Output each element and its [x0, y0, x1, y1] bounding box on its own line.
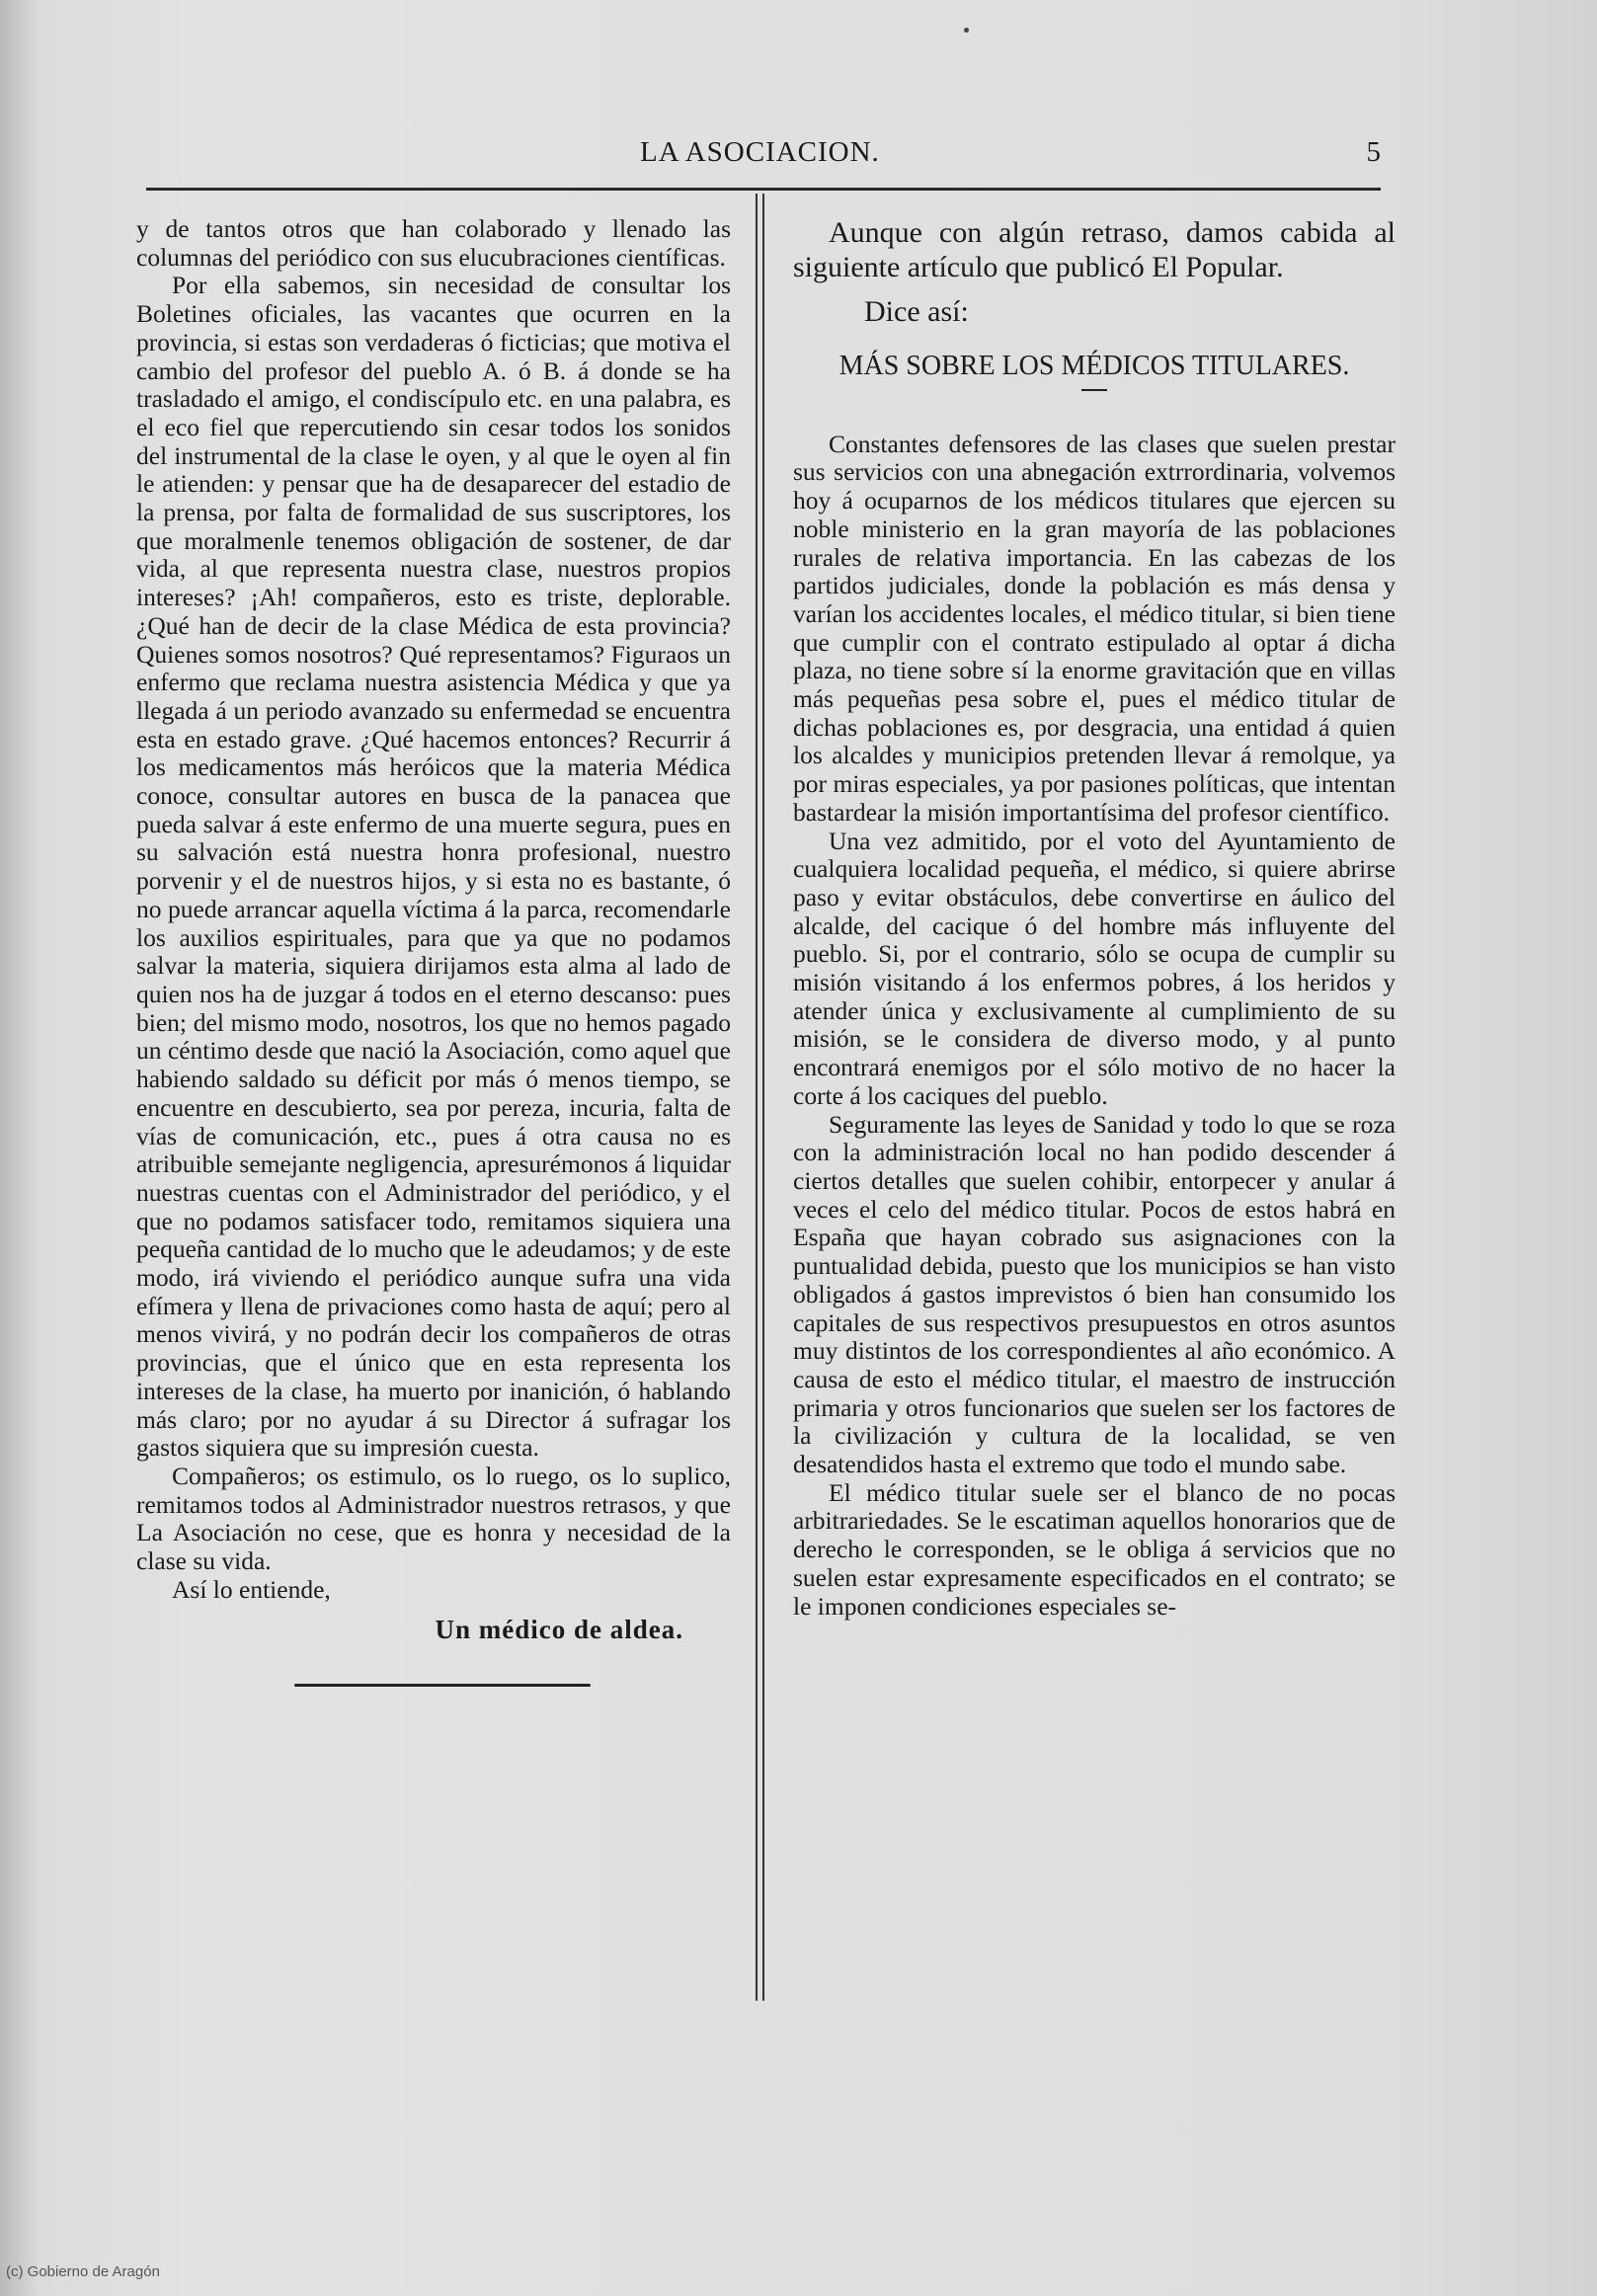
page-number: 5 — [1366, 136, 1381, 168]
ink-speck — [964, 28, 969, 33]
left-paragraph-2: Por ella sabemos, sin necesidad de consultar los Boletines oficiales, las vacantes que ocurren en la provincia, si estas son verdaderas ó ficticias; que motiva el cambio del profesor del pueblo A. ó B. á donde se ha trasladado el amigo, el condiscípulo etc. en una palabra, es el eco fiel que repercutiendo sin cesar todos los sonidos del instrumental de la clase le oyen, y al que le oyen al fin le atienden: y pensar que ha de desaparecer del estadio de la prensa, por falta de formalidad de sus suscriptores, los que moralmenle tenemos obligación de sostener, de dar vida, al que representa nuestra clase, nuestros propios intereses? ¡Ah! compañeros, esto es triste, deplorable. ¿Qué han de decir de la clase Médica de esta provincia? Quienes somos nosotros? Qué representamos? Figuraos un enfermo que reclama nuestra asistencia Médica y que ya llegada á un periodo avanzado su enfermedad se encuentra esta en estado grave. ¿Qué hacemos entonces? Recurrir á los medicamentos más heróicos que la materia Médica conoce, consultar autores en busca de la panacea que pueda salvar á este enfermo de una muerte segura, pues en su salvación está nuestra honra profesional, nuestro porvenir y el de nuestros hijos, y si esta no es bastante, ó no puede arrancar aquella víctima á la parca, recomendarle los auxilios espirituales, para que ya que no podamos salvar la materia, siquiera dirijamos esta alma al lado de quien nos ha de juzgar á todos en el eterno descanso: pues bien; del mismo modo, nosotros, los que no hemos pagado un céntimo desde que nació la Asociación, como aquel que habiendo saldado su déficit por más ó menos tiempo, se encuentre en descubierto, sea por pereza, incuria, falta de vías de comunicación, etc., pues á otra causa no es atribuible semejante negligencia, apresurémonos á liquidar nuestras cuentas con el Administrador del periódico, y el que no podamos satisfacer todo, remitamos siquiera una pequeña cantidad de lo mucho que le adeudamos; y de este modo, irá viviendo el periódico aunque sufra una vida efímera y llena de privaciones como hasta de aquí; pero al menos vivirá, y no podrán decir los compañeros de otras provincias, que el único que en esta representa los intereses de la clase, ha muerto por inanición, ó hablando más claro; por no ayudar á su Director á sufragar los gastos siquiera que su impresión cuesta. — [136, 271, 731, 1463]
title-dash — [1081, 389, 1107, 391]
intro-label: Dice así: — [864, 295, 969, 328]
page-header — [146, 136, 1381, 176]
right-column — [793, 215, 1396, 1621]
editorial-lead: Aunque con algún retraso, damos cabida al siguiente artículo que publicó El Popular. — [793, 216, 1396, 283]
left-paragraph-1: y de tantos otros que han colaborado y llenado las columnas del periódico con sus elucubraciones científicas. — [136, 214, 731, 272]
signature: Un médico de aldea. — [435, 1615, 683, 1645]
left-paragraph-4: Así lo entiende, — [172, 1574, 331, 1604]
copyright-credit: (c) Gobierno de Aragón — [6, 2263, 160, 2280]
closing-rule — [294, 1684, 591, 1687]
left-column — [136, 215, 731, 1687]
right-paragraph-1: Constantes defensores de las clases que suelen prestar sus servicios con una abnegación extrrordinaria, volvemos hoy á ocuparnos de los médicos titulares que ejercen su noble ministerio en la gran mayoría de las poblaciones rurales de relativa importancia. En las cabezas de los partidos judiciales, donde la población es más densa y varían los accidentes locales, el médico titular, si bien tiene que cumplir con el contrato estipulado al optar á dicha plaza, no tiene sobre sí la enorme gravitación que en villas más pequeñas pesa sobre el, pues el médico titular de dichas poblaciones es, por desgracia, una entidad á quien los alcaldes y municipios pretenden llevar á remolque, ya por miras especiales, ya por pasiones políticas, que intentan bastardear la misión importantísima del profesor científico. — [793, 429, 1396, 827]
left-paragraph-3: Compañeros; os estimulo, os lo ruego, os lo suplico, remitamos todos al Administrador nuestros retrasos, y que La Asociación no cese, que es honra y necesidad de la clase su vida. — [136, 1461, 731, 1576]
column-divider — [756, 194, 764, 2001]
right-paragraph-3: Seguramente las leyes de Sanidad y todo lo que se roza con la administración local no han podido descender á ciertos detalles que suelen cohibir, entorpecer y anular á veces el celo del médico titular. Pocos de estos habrá en España que hayan cobrado sus asignaciones con la puntualidad debida, puesto que los municipios se han visto obligados á gastos imprevistos ó bien han consumido los capitales de sus respectivos presupuestos en otros asuntos muy distintos de los correspondientes al año económico. A causa de esto el médico titular, el maestro de instrucción primaria y otros funcionarios que suelen ser los factores de la civilización y cultura de la localidad, se ven desatendidos hasta el extremo que todo el mundo sabe. — [793, 1109, 1396, 1479]
article-title: MÁS SOBRE LOS MÉDICOS TITULARES. — [838, 351, 1350, 381]
running-title: LA ASOCIACION. — [640, 136, 880, 168]
right-paragraph-4: El médico titular suele ser el blanco de no pocas arbitrariedades. Se le escatiman aquellos honorarios que de derecho le corresponden, se le obliga á servicios que no suelen estar expresamente especificados en el contrato; se le imponen condiciones especiales se- — [793, 1477, 1396, 1621]
header-rule — [146, 188, 1381, 191]
right-paragraph-2: Una vez admitido, por el voto del Ayuntamiento de cualquiera localidad pequeña, el médico, si quiere abrirse paso y evitar obstáculos, debe convertirse en áulico del alcalde, del cacique ó del hombre más influyente del pueblo. Si, por el contrario, sólo se ocupa de cumplir su misión visitando á los enfermos pobres, á los heridos y atender única y exclusivamente al cumplimiento de su misión, se le considera de diverso modo, y al punto encontrará enemigos por el sólo motivo de no hacer la corte á los caciques del pueblo. — [793, 826, 1396, 1110]
